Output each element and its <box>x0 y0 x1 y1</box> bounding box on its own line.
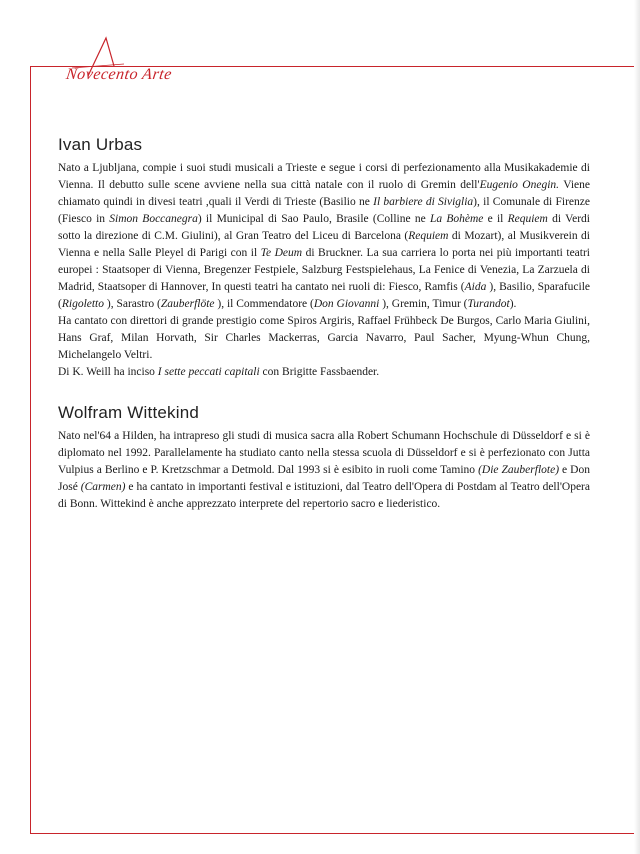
artist-name: Wolfram Wittekind <box>58 403 200 422</box>
bio-text: Di K. Weill ha inciso <box>58 366 158 378</box>
bio-text: di Mozart), al Musikverein di Vienna e nella Salle Pleyel di Parigi con il <box>58 230 591 259</box>
bio-paragraph <box>58 428 590 513</box>
artist-bio <box>58 428 590 513</box>
italic-title: La Bohème <box>429 213 484 225</box>
bio-text: e ha cantato in importanti festival e istituzioni, dal Teatro dell'Opera di Postdam al Teatro dell'Opera di Bonn. Wittekind è anche apprezzato interprete del repertorio sacro e liederistico. <box>58 481 590 510</box>
bio-text: Ha cantato con direttori di grande prestigio come Spiros Argiris, Raffael Frühbeck De Burgos, Carlo Maria Giulini, Hans Graf, Milan Horvath, Sir Charles Mackerras, Garcia Navarro, Paul Sacher, Myung-Whun Chung, Michelangelo Veltri. <box>58 315 590 361</box>
artist-bio <box>58 160 590 381</box>
bio-text: di Verdi sotto la direzione di C.M. Giulini), al Gran Teatro del Liceu di Barcelona ( <box>58 213 590 242</box>
italic-title: Requiem <box>408 230 449 242</box>
bio-paragraph <box>58 364 590 381</box>
italic-title: I sette peccati capitali <box>157 366 260 378</box>
bio-text: e il <box>483 213 508 225</box>
italic-title: Turandot <box>467 298 510 310</box>
italic-title: Il barbiere di Siviglia <box>373 196 474 208</box>
frame-left-line <box>30 66 31 834</box>
bio-text: ), il Comunale di Firenze (Fiesco in <box>58 196 590 225</box>
bio-text: ), il Commendatore ( <box>214 298 314 310</box>
italic-title: Zauberflöte <box>160 298 215 310</box>
page-edge-shadow <box>634 0 640 854</box>
frame-bottom-line <box>30 833 640 834</box>
bio-text: Viene chiamato quindi in divesi teatri ,quali il Verdi di Trieste (Basilio ne <box>58 179 591 208</box>
italic-title: Aida <box>464 281 487 293</box>
bio-text: di Bruckner. La sua carriera lo porta nei più importanti teatri europei : Staatsoper di Vienna, Bregenzer Festpiele, Salzburg Festspielehaus, La Fenice di Venezia, La Zarzuela di Madrid, Staatsoper di Hannover, In questi teatri ha cantato nei ruoli di: Fiesco, Ramfis ( <box>58 247 590 293</box>
logo-text: Novecento Arte <box>64 66 174 83</box>
italic-title: (Carmen) <box>80 481 126 493</box>
italic-title: Rigoletto <box>61 298 105 310</box>
italic-title: Don Giovanni <box>313 298 380 310</box>
italic-title: Requiem <box>507 213 548 225</box>
bio-text: con Brigitte Fassbaender. <box>259 366 380 378</box>
bio-paragraph <box>58 160 590 313</box>
italic-title: Simon Boccanegra <box>109 213 198 225</box>
novecento-logo <box>58 36 178 92</box>
bio-text: ), Sarastro ( <box>104 298 161 310</box>
bio-text: ) il Municipal di Sao Paulo, Brasile (Colline ne <box>197 213 430 225</box>
bio-text: ), Gremin, Timur ( <box>379 298 468 310</box>
artist-section <box>58 403 590 513</box>
bio-text: Nato a Ljubljana, compie i suoi studi musicali a Trieste e segue i corsi di perfezionamento alla Musikakademie di Vienna. Il debutto sulle scene avviene nella sua città natale con il ruolo di Gremin dell' <box>58 162 590 191</box>
bio-paragraph <box>58 313 590 364</box>
bio-text: ). <box>509 298 517 310</box>
bio-text: ), Basilio, Sparafucile ( <box>58 281 590 310</box>
italic-title: (Die Zauberflote) <box>478 464 560 476</box>
artist-name: Ivan Urbas <box>58 135 143 154</box>
italic-title: Te Deum <box>260 247 303 259</box>
italic-title: Eugenio Onegin. <box>479 179 560 191</box>
bio-text: Nato nel'64 a Hilden, ha intrapreso gli studi di musica sacra alla Robert Schumann Hochschule di Düsseldorf e si è diplomato nel 1992. Parallelamente ha studiato canto nella stessa scuola di Düsseldorf e si è perfezionato con Jutta Vulpius a Berlino e P. Kretzschmar a Detmold. Dal 1993 si è esibito in ruoli come Tamino <box>58 430 590 476</box>
artist-section <box>58 135 590 381</box>
bio-text: e Don José <box>58 464 590 493</box>
